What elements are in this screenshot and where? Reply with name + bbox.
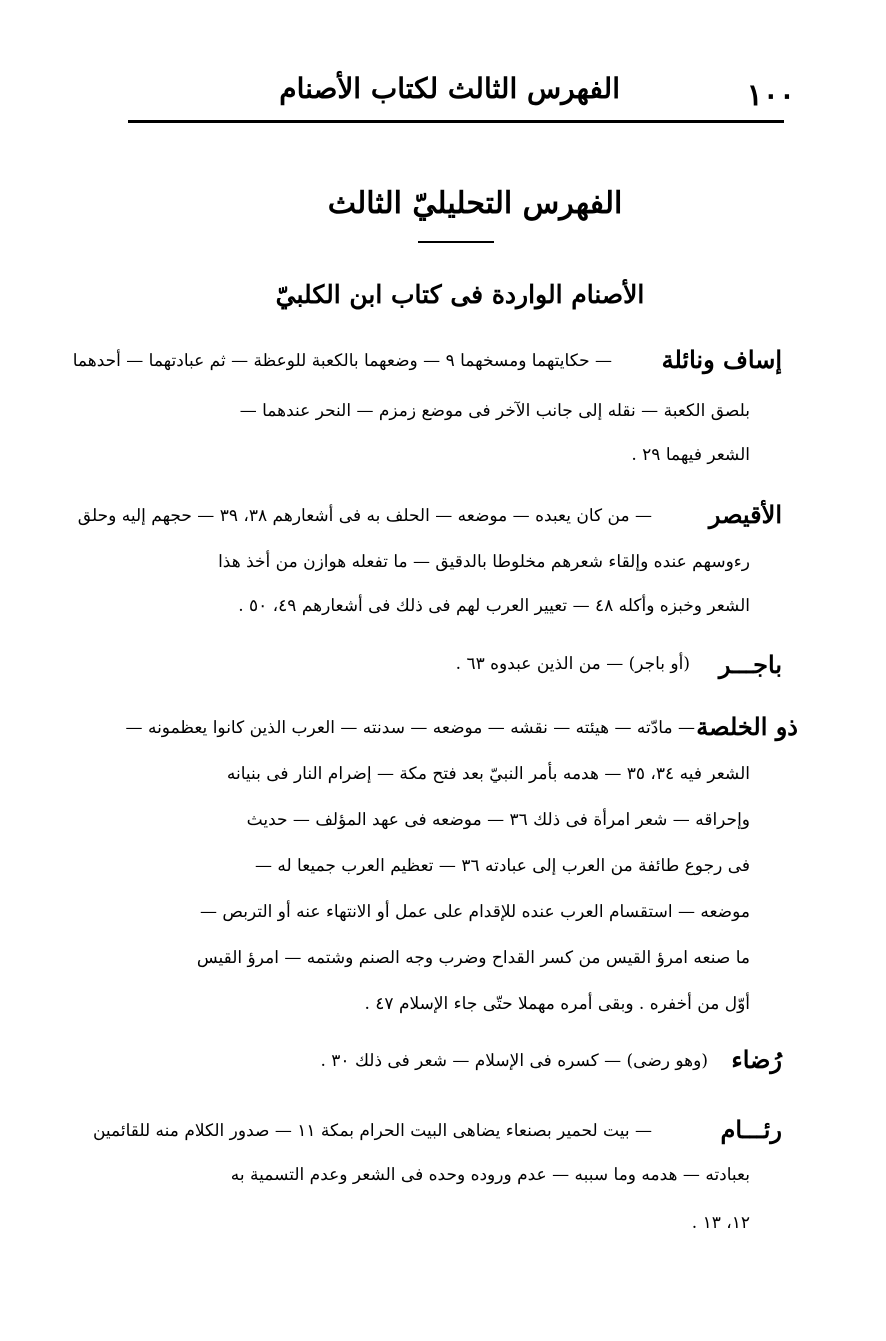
title-divider (418, 241, 494, 243)
entry-line: ١٢، ١٣ . (691, 1213, 750, 1233)
entry-line: (أو باجر) — من الذين عبدوه ٦٣ . (455, 654, 690, 674)
entry-line: وإحراقه — شعر امرأة فى ذلك ٣٦ — موضعه فى عهد المؤلف — حديث (246, 810, 750, 830)
entry-line: — مادّته — هيئته — نقشه — موضعه — سدنته — العرب الذين كانوا يعظمونه — (125, 718, 695, 738)
entry-headword: باجـــر (718, 650, 782, 679)
running-header-title: الفهرس الثالث لكتاب الأصنام (279, 72, 620, 105)
page-number: ١٠٠ (746, 78, 795, 113)
entry-line: بلصق الكعبة — نقله إلى جانب الآخر فى موضع زمزم — النحر عندهما — (239, 401, 750, 421)
entry-headword: إساف ونائلة (661, 345, 782, 374)
entry-line: بعبادته — هدمه وما سببه — عدم وروده وحده فى الشعر وعدم التسمية به (230, 1165, 750, 1185)
entry-line: موضعه — استقسام العرب عنده للإقدام على عمل أو الانتهاء عنه أو التربص — (200, 902, 750, 922)
entry-headword: الأقيصر (708, 500, 782, 529)
index-title: الفهرس التحليليّ الثالث (327, 186, 623, 221)
entry-line: ما صنعه امرؤ القيس من كسر القداح وضرب وجه الصنم وشتمه — امرؤ القيس (196, 948, 750, 968)
entry-line: فى رجوع طائفة من العرب إلى عبادته ٣٦ — تعظيم العرب جميعا له — (254, 856, 750, 876)
entry-line: رءوسهم عنده وإلقاء شعرهم مخلوطا بالدقيق — ما تفعله هوازن من أخذ هذا (218, 552, 750, 572)
entry-line: الشعر فيهما ٢٩ . (631, 445, 750, 465)
entry-line: الشعر فيه ٣٤، ٣٥ — هدمه بأمر النبيّ بعد فتح مكة — إضرام النار فى بنيانه (226, 764, 750, 784)
index-subtitle: الأصنام الواردة فى كتاب ابن الكلبيّ (275, 280, 645, 309)
entry-line: — بيت لحمير بصنعاء يضاهى البيت الحرام بمكة ١١ — صدور الكلام منه للقائمين (92, 1121, 652, 1141)
entry-headword: ذو الخلصة (696, 712, 798, 741)
entry-headword: رئـــام (720, 1115, 782, 1144)
header-rule (128, 120, 784, 123)
entry-line: (وهو رضى) — كسره فى الإسلام — شعر فى ذلك ٣٠ . (320, 1051, 708, 1071)
entry-line: — حكايتهما ومسخهما ٩ — وضعهما بالكعبة للوعظة — ثم عبادتهما — أحدهما (72, 351, 612, 371)
entry-line: — من كان يعبده — موضعه — الحلف به فى أشعارهم ٣٨، ٣٩ — حجهم إليه وحلق (77, 506, 652, 526)
entry-headword: رُضاء (731, 1045, 782, 1074)
entry-line: الشعر وخبزه وأكله ٤٨ — تعيير العرب لهم فى ذلك فى أشعارهم ٤٩، ٥٠ . (238, 596, 750, 616)
entry-line: أوّل من أخفره . وبقى أمره مهملا حتّى جاء الإسلام ٤٧ . (364, 994, 750, 1014)
